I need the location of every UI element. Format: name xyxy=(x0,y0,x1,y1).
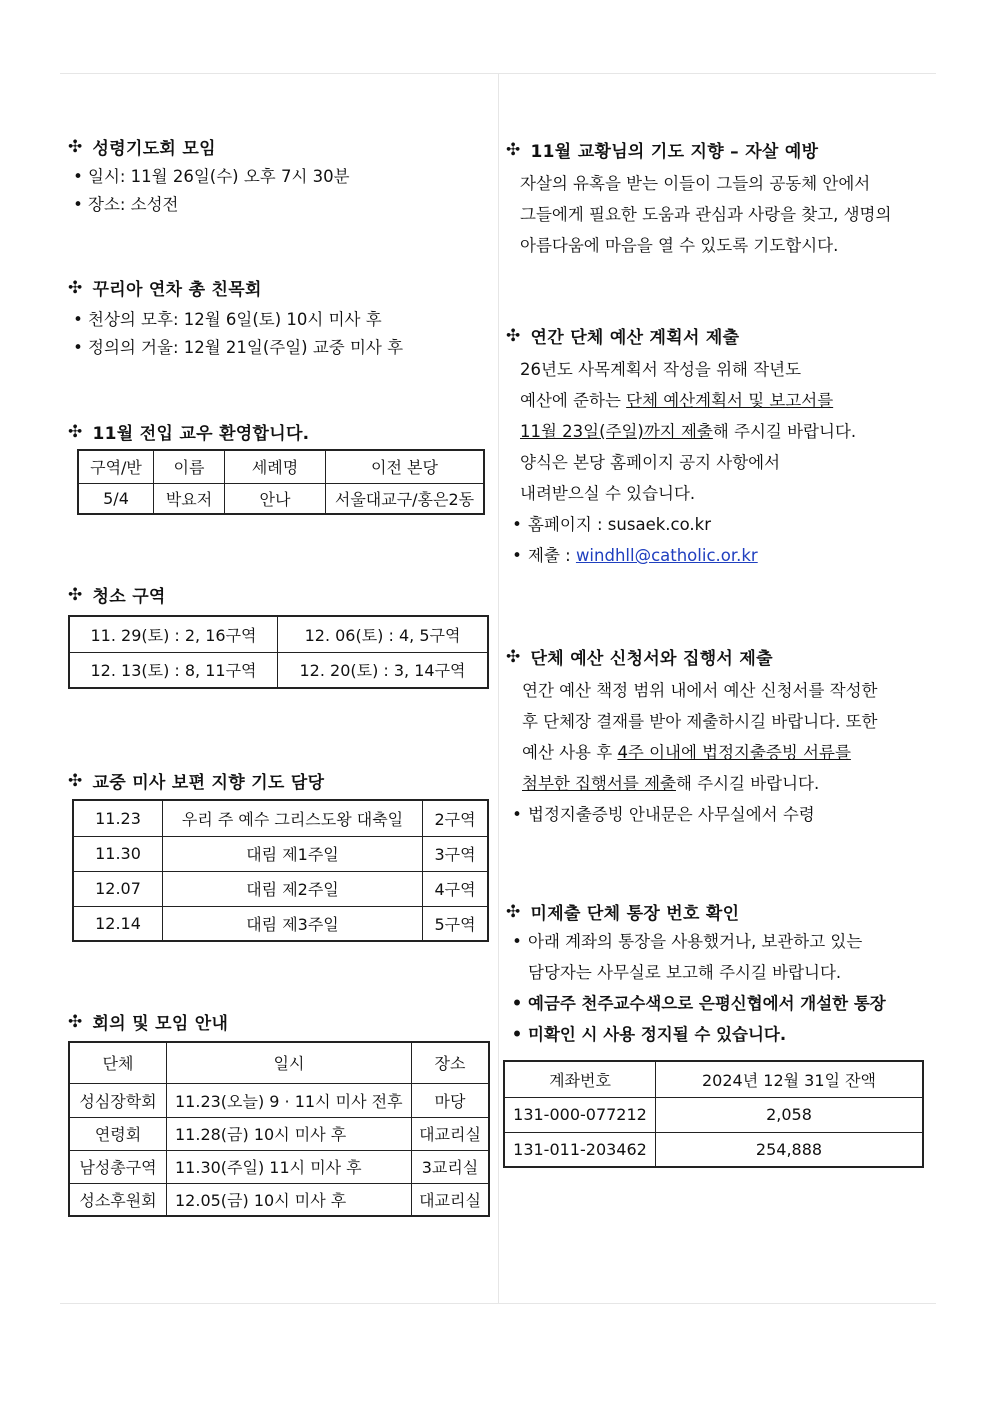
table-header: 이전 본당 xyxy=(326,450,485,483)
table-header: 2024년 12월 31일 잔액 xyxy=(656,1061,924,1097)
table-cell: 우리 주 예수 그리스도왕 대축일 xyxy=(163,800,423,836)
table-cell: 남성총구역 xyxy=(69,1150,167,1183)
cross-icon: ✣ xyxy=(68,1011,83,1032)
new-parishioner-table xyxy=(77,449,485,515)
table-cell: 11.23(오늘) 9 · 11시 미사 전후 xyxy=(167,1083,412,1117)
section-title: 교중 미사 보편 지향 기도 담당 xyxy=(92,773,325,793)
paragraph-line: 아름다움에 마음을 열 수 있도록 기도합시다. xyxy=(520,236,839,255)
section-title: 회의 및 모임 안내 xyxy=(92,1014,229,1034)
cross-icon: ✣ xyxy=(68,770,83,791)
table-cell: 대림 제3주일 xyxy=(163,906,423,941)
table-cell: 11.28(금) 10시 미사 후 xyxy=(167,1117,412,1150)
section-curia-gathering xyxy=(68,275,403,362)
table-cell: 대림 제2주일 xyxy=(163,871,423,906)
paragraph-line: 그들에게 필요한 도움과 관심과 사랑을 찾고, 생명의 xyxy=(520,205,892,224)
table-cell: 11.23 xyxy=(73,800,163,836)
table-cell: 안나 xyxy=(225,483,326,514)
table-cell: 12.14 xyxy=(73,906,163,941)
cross-icon: ✣ xyxy=(68,277,83,298)
section-new-parishioners xyxy=(68,419,309,444)
column-divider xyxy=(498,74,499,1304)
intercession-table xyxy=(72,799,489,942)
section-title: 연간 단체 예산 계획서 제출 xyxy=(530,328,740,348)
section-intercession xyxy=(68,768,324,793)
list-item: • 일시: 11월 26일(수) 오후 7시 30분 xyxy=(73,167,350,186)
table-cell: 131-000-077212 xyxy=(504,1097,656,1132)
section-cleaning xyxy=(68,582,166,607)
table-cell: 4구역 xyxy=(423,871,489,906)
table-cell: 2,058 xyxy=(656,1097,924,1132)
table-cell: 11.30 xyxy=(73,836,163,871)
table-cell: 연령회 xyxy=(69,1117,167,1150)
cross-icon: ✣ xyxy=(68,136,83,157)
table-cell: 12. 06(토) : 4, 5구역 xyxy=(278,616,489,652)
table-cell: 12.05(금) 10시 미사 후 xyxy=(167,1183,412,1216)
cleaning-table xyxy=(68,615,489,689)
list-item: • 아래 계좌의 통장을 사용했거나, 보관하고 있는 xyxy=(512,932,863,951)
table-cell: 2구역 xyxy=(423,800,489,836)
section-title: 청소 구역 xyxy=(92,587,166,607)
cross-icon: ✣ xyxy=(506,139,521,160)
paragraph-line: 연간 예산 책정 범위 내에서 예산 신청서를 작성한 xyxy=(522,681,878,700)
table-cell: 12. 20(토) : 3, 14구역 xyxy=(278,652,489,688)
table-cell: 3교리실 xyxy=(412,1150,490,1183)
table-cell: 대교리실 xyxy=(412,1117,490,1150)
paragraph-line: 양식은 본당 홈페이지 공지 사항에서 xyxy=(520,453,781,472)
table-header: 계좌번호 xyxy=(504,1061,656,1097)
paragraph-line: 첨부한 집행서를 제출해 주시길 바랍니다. xyxy=(522,774,820,793)
meetings-table xyxy=(68,1041,490,1217)
section-title: 미제출 단체 통장 번호 확인 xyxy=(530,904,740,924)
table-cell: 11. 29(토) : 2, 16구역 xyxy=(69,616,278,652)
table-cell: 5/4 xyxy=(78,483,154,514)
table-cell: 마당 xyxy=(412,1083,490,1117)
cross-icon: ✣ xyxy=(506,901,521,922)
section-meetings xyxy=(68,1009,228,1034)
section-title: 단체 예산 신청서와 집행서 제출 xyxy=(530,649,773,669)
cross-icon: ✣ xyxy=(506,646,521,667)
table-cell: 131-011-203462 xyxy=(504,1132,656,1167)
paragraph-line: 담당자는 사무실로 보고해 주시길 바랍니다. xyxy=(528,963,842,982)
table-header: 구역/반 xyxy=(78,450,154,483)
account-table xyxy=(503,1060,924,1168)
list-item: • 장소: 소성전 xyxy=(73,195,179,214)
paragraph-line: 자살의 유혹을 받는 이들이 그들의 공동체 안에서 xyxy=(520,174,871,193)
cross-icon: ✣ xyxy=(506,325,521,346)
table-cell: 254,888 xyxy=(656,1132,924,1167)
paragraph-line: 후 단체장 결재를 받아 제출하시길 바랍니다. 또한 xyxy=(522,712,878,731)
section-budget-plan xyxy=(506,323,856,571)
paragraph-line: 내려받으실 수 있습니다. xyxy=(520,484,696,503)
paragraph-line: 예산 사용 후 4주 이내에 법정지출증빙 서류를 xyxy=(522,743,851,762)
table-cell: 11.30(주일) 11시 미사 후 xyxy=(167,1150,412,1183)
table-cell: 3구역 xyxy=(423,836,489,871)
email-link[interactable]: windhll@catholic.or.kr xyxy=(575,546,758,565)
table-cell: 5구역 xyxy=(423,906,489,941)
section-title: 11월 교황님의 기도 지향 – 자살 예방 xyxy=(530,142,819,162)
table-cell: 12. 13(토) : 8, 11구역 xyxy=(69,652,278,688)
homepage-line: • 홈페이지 : susaek.co.kr xyxy=(512,515,711,534)
section-title: 꾸리아 연차 총 친목회 xyxy=(92,280,262,300)
list-item: • 정의의 거울: 12월 21일(주일) 교중 미사 후 xyxy=(73,338,404,357)
table-cell: 성소후원회 xyxy=(69,1183,167,1216)
cross-icon: ✣ xyxy=(68,584,83,605)
section-title: 11월 전입 교우 환영합니다. xyxy=(92,424,310,444)
section-bankbook-check xyxy=(506,899,886,1050)
list-item: • 예금주 천주교수색으로 은평신협에서 개설한 통장 xyxy=(511,994,886,1013)
table-header: 단체 xyxy=(69,1042,167,1083)
paragraph-line: 26년도 사목계획서 작성을 위해 작년도 xyxy=(520,360,802,379)
table-header: 이름 xyxy=(154,450,225,483)
list-item: • 미확인 시 사용 정지될 수 있습니다. xyxy=(511,1025,787,1044)
table-cell: 12.07 xyxy=(73,871,163,906)
table-cell: 박요저 xyxy=(154,483,225,514)
table-header: 장소 xyxy=(412,1042,490,1083)
section-title: 성령기도회 모임 xyxy=(92,139,216,159)
list-item: • 천상의 모후: 12월 6일(토) 10시 미사 후 xyxy=(73,310,382,329)
paragraph-line: 11월 23일(주일)까지 제출해 주시길 바랍니다. xyxy=(520,422,857,441)
section-budget-application xyxy=(506,644,878,830)
table-cell: 대림 제1주일 xyxy=(163,836,423,871)
table-cell: 성심장학회 xyxy=(69,1083,167,1117)
table-header: 일시 xyxy=(167,1042,412,1083)
table-header: 세례명 xyxy=(225,450,326,483)
section-pope-intention xyxy=(506,137,891,261)
paragraph-line: 예산에 준하는 단체 예산계획서 및 보고서를 xyxy=(520,391,834,410)
list-item: • 법정지출증빙 안내문은 사무실에서 수령 xyxy=(512,805,815,824)
email-line: • 제출 : windhll@catholic.or.kr xyxy=(512,546,758,565)
table-cell: 대교리실 xyxy=(412,1183,490,1216)
cross-icon: ✣ xyxy=(68,421,83,442)
section-prayer-meeting xyxy=(68,134,350,219)
table-cell: 서울대교구/홍은2동 xyxy=(326,483,485,514)
